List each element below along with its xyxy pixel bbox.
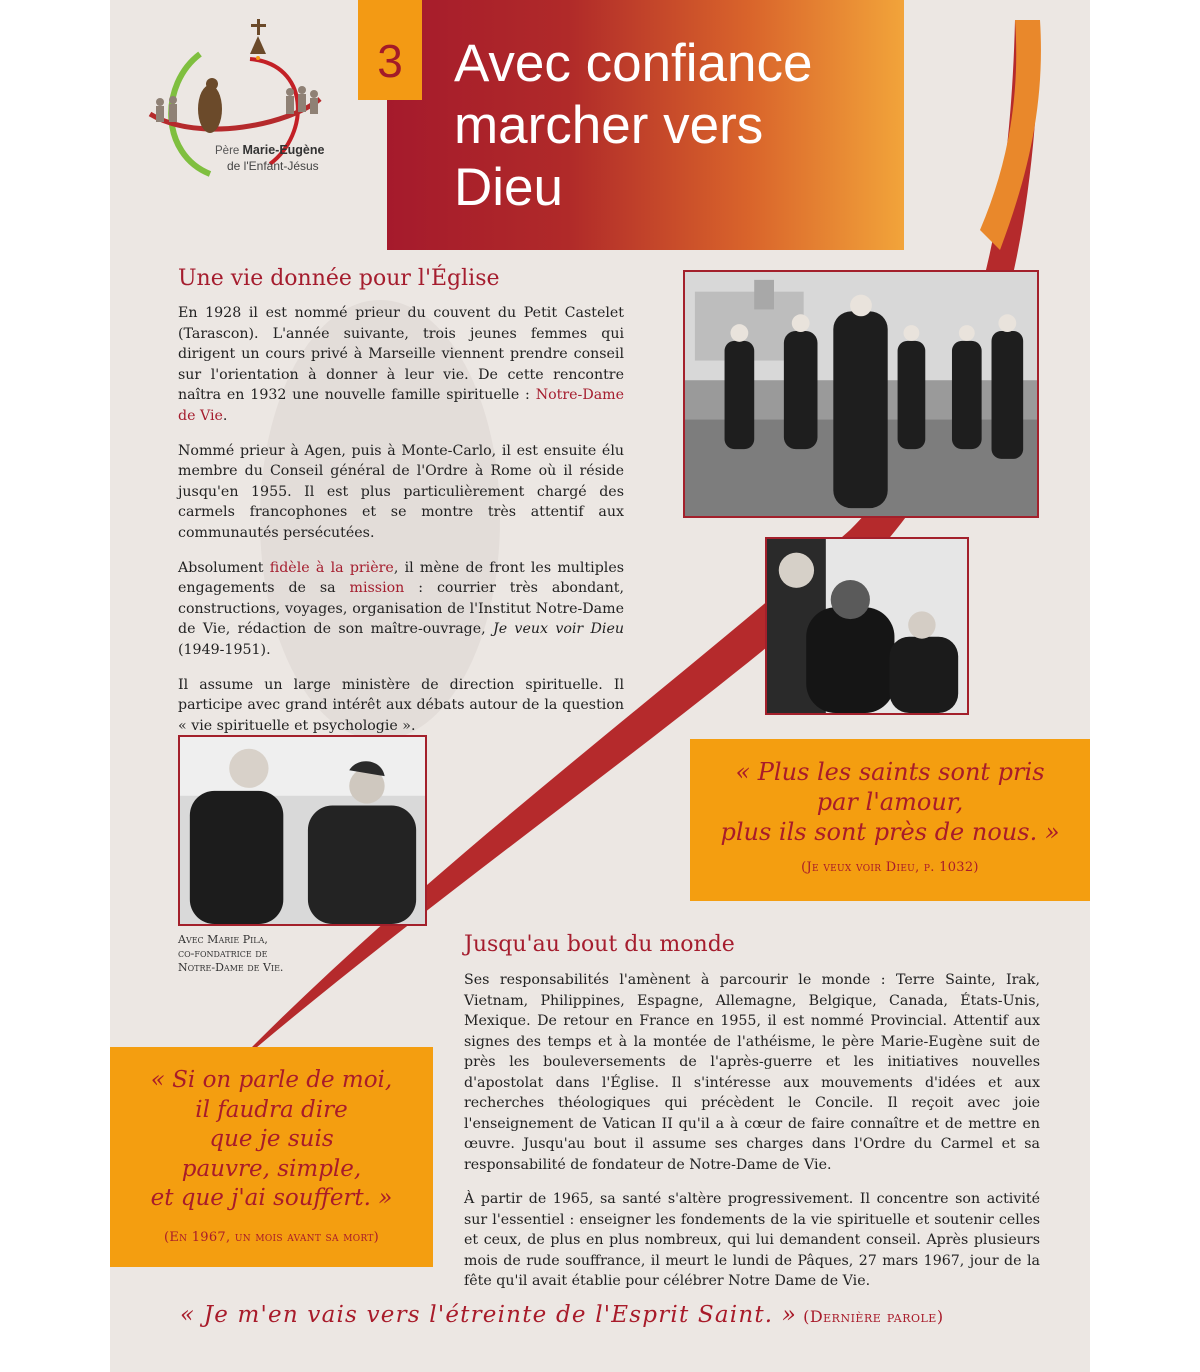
final-quote-source: (Dernière parole) bbox=[803, 1307, 944, 1326]
paragraph: À partir de 1965, sa santé s'altère progressivement. Il concentre son activité sur l'essentiel : enseigner les fondements de la vie spirituelle et soutenir celles et ceux, de plus en plus nombreux, qui lui demandent conseil. Après plusieurs mois de rude souffrance, il meurt le lundi de Pâques, 27 mars 1967, jour de la fête qu'il avait établie pour célébrer Notre Dame de Vie. bbox=[464, 1191, 1040, 1289]
book-title: Je veux voir Dieu bbox=[493, 621, 624, 638]
section2-body bbox=[464, 970, 1040, 1306]
quote-left-source: (En 1967, un mois avant sa mort) bbox=[163, 1230, 380, 1245]
highlight-priere: fidèle à la prière bbox=[269, 559, 394, 576]
chapter-number: 3 bbox=[377, 35, 403, 87]
logo-text-line1: Père Marie-Eugène bbox=[215, 143, 325, 157]
section1-body bbox=[178, 303, 624, 750]
quote-line: par l'amour, bbox=[816, 788, 964, 816]
title-line: Dieu bbox=[454, 158, 564, 217]
title-line: marcher vers bbox=[454, 96, 764, 155]
photo-caption bbox=[178, 933, 318, 975]
paragraph: Il assume un large ministère de direction spirituelle. Il participe avec grand intérêt aux débats autour de la question « vie spirituelle et psychologie ». bbox=[178, 676, 624, 734]
final-quote-text: « Je m'en vais vers l'étreinte de l'Esprit Saint. » bbox=[180, 1302, 798, 1328]
quote-line: « Plus les saints sont pris bbox=[735, 758, 1045, 786]
photo-airport-group bbox=[683, 270, 1039, 518]
final-quote bbox=[180, 1302, 1080, 1328]
paragraph: Ses responsabilités l'amènent à parcourir le monde : Terre Sainte, Irak, Vietnam, Philippines, Espagne, Allemagne, Belgique, Canada, États-Unis, Mexique. De retour en France en 1955, il est nommé Provincial. Attentif aux signes des temps et à la montée de l'athéisme, le père Marie-Eugène suit de près les bouleversements de l'après-guerre et les initiatives nouvelles d'apostolat dans l'Église. Il s'intéresse aux mouvements d'idées et aux recherches théologiques qui précèdent le Concile. Il reçoit avec joie l'enseignement de Vatican II qu'il a à cœur de faire connaître et de mettre en œuvre. Jusqu'au bout il assume ses charges dans l'Ordre du Carmel et sa responsabilité de fondateur de Notre-Dame de Vie. bbox=[464, 972, 1040, 1173]
section-heading-eglise: Une vie donnée pour l'Église bbox=[178, 266, 500, 291]
caption-line: Avec Marie Pila, bbox=[178, 933, 268, 946]
photo-with-marie-pila bbox=[178, 735, 427, 926]
quote-line: et que j'ai souffert. » bbox=[150, 1185, 393, 1211]
page-title bbox=[454, 33, 884, 219]
quote-line: pauvre, simple, bbox=[181, 1155, 362, 1182]
quote-line: il faudra dire bbox=[195, 1096, 348, 1123]
poster bbox=[110, 0, 1090, 1372]
paragraph: Absolument fidèle à la prière, il mène de front les multiples engagements de sa mission : courrier très abondant, constructions, voyages, organisation de l'Institut Notre-Dame de Vie, rédaction de son maître-ouvrage, Je veux voir Dieu (1949-1951). bbox=[178, 559, 625, 658]
paragraph: Nommé prieur à Agen, puis à Monte-Carlo, il est ensuite élu membre du Conseil général de l'Ordre à Rome où il réside jusqu'en 1955. Il est plus particulièrement chargé des carmels francophones et se montre très attentif aux communautés persécutées. bbox=[178, 442, 624, 541]
highlight-notre-dame-de-vie: Notre-Dame de Vie bbox=[178, 387, 624, 424]
quote-left bbox=[120, 1066, 423, 1214]
caption-line: co-fondatrice de bbox=[178, 947, 268, 960]
quote-right-source: (Je veux voir Dieu, p. 1032) bbox=[801, 860, 979, 875]
quote-line: plus ils sont près de nous. » bbox=[720, 818, 1060, 846]
paragraph: En 1928 il est nommé prieur du couvent du Petit Castelet (Tarascon). L'année suivante, trois jeunes femmes qui dirigent un cours privé à Marseille viennent prendre conseil sur l'orientation à donner à leur vie. De cette rencontre naîtra en 1932 une nouvelle famille spirituelle : Notre-Dame de Vie. bbox=[178, 305, 624, 424]
logo-text-line2: de l'Enfant-Jésus bbox=[227, 159, 319, 173]
quote-right bbox=[700, 757, 1080, 847]
title-line: Avec confiance bbox=[454, 34, 813, 93]
section-heading-monde: Jusqu'au bout du monde bbox=[464, 932, 735, 957]
highlight-mission: mission bbox=[349, 580, 405, 597]
caption-line: Notre-Dame de Vie. bbox=[178, 961, 284, 974]
photo-conversation bbox=[765, 537, 969, 715]
quote-line: « Si on parle de moi, bbox=[150, 1067, 393, 1093]
quote-line: que je suis bbox=[209, 1126, 334, 1152]
